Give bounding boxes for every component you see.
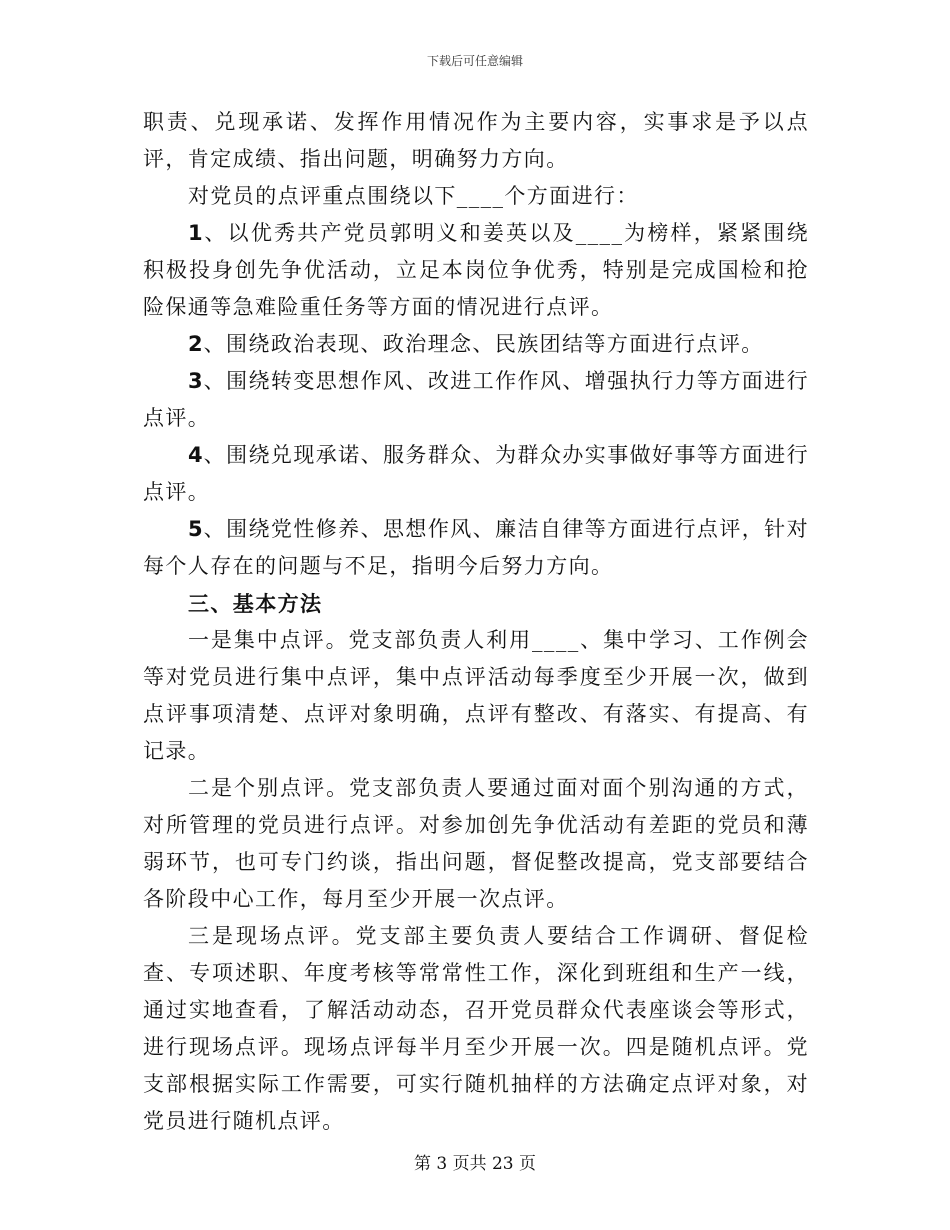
paragraph-text: 、围绕党性修养、思想作风、廉洁自律等方面进行点评，针对每个人存在的问题与不足，指明今后努力方向。 xyxy=(143,517,809,578)
list-number: 1 xyxy=(188,221,203,245)
paragraph-text: 三是现场点评。党支部主要负责人要结合工作调研、督促检查、专项述职、年度考核等常常性工作，深化到班组和生产一线，通过实地查看，了解活动动态，召开党员群众代表座谈会等形式，进行现场点评。现场点评每半月至少开展一次。四是随机点评。党支部根据实际工作需要，可实行随机抽样的方法确定点评对象，对党员进行随机点评。 xyxy=(143,924,809,1133)
list-number: 5 xyxy=(188,517,203,541)
document-body xyxy=(143,104,809,1140)
list-item-3 xyxy=(143,363,809,437)
paragraph-text: 、围绕政治表现、政治理念、民族团结等方面进行点评。 xyxy=(203,332,764,356)
paragraph-text: 职责、兑现承诺、发挥作用情况作为主要内容，实事求是予以点评，肯定成绩、指出问题，明确努力方向。 xyxy=(143,110,809,171)
paragraph-method-3 xyxy=(143,918,809,1140)
paragraph-method-1 xyxy=(143,622,809,770)
page-header: 下载后可任意编辑 xyxy=(426,54,523,68)
list-number: 2 xyxy=(188,332,203,356)
paragraph-text: 一是集中点评。党支部负责人利用____、集中学习、工作例会等对党员进行集中点评，集中点评活动每季度至少开展一次，做到点评事项清楚、点评对象明确，点评有整改、有落实、有提高、有记录。 xyxy=(143,628,809,763)
list-item-2 xyxy=(143,326,809,363)
paragraph-text: 、围绕兑现承诺、服务群众、为群众办实事做好事等方面进行点评。 xyxy=(143,443,809,504)
list-item-1 xyxy=(143,215,809,326)
page-footer: 第 3 页共 23 页 xyxy=(413,1154,537,1174)
paragraph-text: 二是个别点评。党支部负责人要通过面对面个别沟通的方式，对所管理的党员进行点评。对参加创先争优活动有差距的党员和薄弱环节，也可专门约谈，指出问题，督促整改提高，党支部要结合各阶段中心工作，每月至少开展一次点评。 xyxy=(143,776,809,911)
paragraph-continuation xyxy=(143,104,809,178)
heading-text: 三、基本方法 xyxy=(188,591,323,616)
section-heading xyxy=(143,585,809,622)
paragraph-intro xyxy=(143,178,809,215)
paragraph-method-2 xyxy=(143,770,809,918)
paragraph-text: 、围绕转变思想作风、改进工作作风、增强执行力等方面进行点评。 xyxy=(143,369,809,430)
paragraph-text: 对党员的点评重点围绕以下____个方面进行： xyxy=(188,184,639,208)
list-item-5 xyxy=(143,511,809,585)
list-number: 3 xyxy=(188,369,203,393)
list-item-4 xyxy=(143,437,809,511)
paragraph-text: 、以优秀共产党员郭明义和姜英以及____为榜样，紧紧围绕积极投身创先争优活动，立足本岗位争优秀，特别是完成国检和抢险保通等急难险重任务等方面的情况进行点评。 xyxy=(143,221,809,319)
list-number: 4 xyxy=(188,443,203,467)
